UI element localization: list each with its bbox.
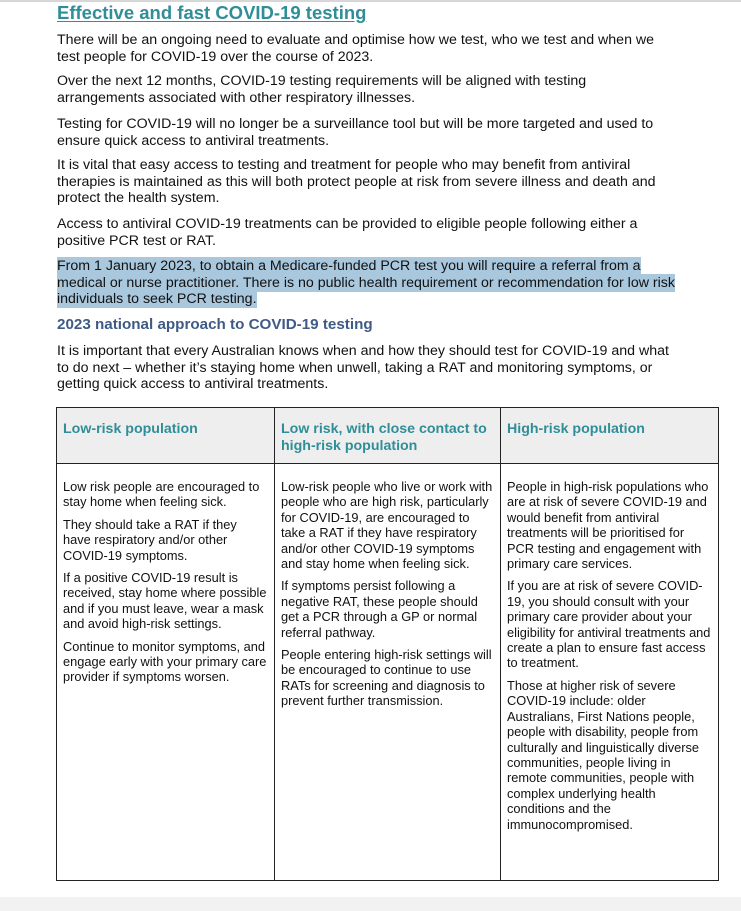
- highlighted-paragraph[interactable]: [57, 258, 677, 308]
- cell-close-contact: [275, 464, 501, 881]
- cell-paragraph: If a positive COVID-19 result is received, stay home where possible and if you must leave, wear a mask and avoid high-risk settings.: [63, 570, 267, 632]
- cell-paragraph: If symptoms persist following a negative RAT, these people should get a PCR through a GP or normal referral pathway.: [281, 578, 478, 640]
- header-close-contact: Low risk, with close contact to high-risk population: [275, 408, 501, 464]
- table-row: [57, 464, 719, 881]
- cell-paragraph: People in high-risk populations who are at risk of severe COVID-19 and would benefit from antiviral treatments will be prioritised for PCR testing and engagement with primary care services.: [507, 479, 709, 572]
- cell-paragraph: Those at higher risk of severe COVID-19 include: older Australians, First Nations people, people with disability, people from culturally and linguistically diverse communities, people living in remote communities, people with complex underlying health conditions and the immunocompromised.: [507, 677, 700, 832]
- cell-paragraph: Low-risk people who live or work with people who are high risk, particularly for COVID-19, are encouraged to take a RAT if they have respiratory and/or other COVID-19 symptoms and stay home when feeling sick.: [281, 479, 493, 572]
- cell-paragraph: People entering high-risk settings will be encouraged to continue to use RATs for screening and diagnosis to prevent further transmission.: [281, 647, 492, 709]
- paragraph: Access to antiviral COVID-19 treatments can be provided to eligible people following either a positive PCR test or RAT.: [57, 216, 638, 249]
- header-low-risk: Low-risk population: [57, 408, 275, 464]
- testing-approach-table: [56, 407, 719, 881]
- paragraph: Over the next 12 months, COVID-19 testing requirements will be aligned with testing arrangements associated with other respiratory illnesses.: [57, 73, 587, 106]
- table-header-row: [57, 408, 719, 464]
- page-title: Effective and fast COVID-19 testing: [57, 2, 367, 23]
- cell-paragraph: If you are at risk of severe COVID-19, you should consult with your primary care provider about your eligibility for antiviral treatments and create a plan to ensure fast access to treatment.: [507, 578, 711, 671]
- paragraph: Testing for COVID-19 will no longer be a surveillance tool but will be more targeted and used to ensure quick access to antiviral treatments.: [57, 116, 654, 149]
- cell-paragraph: Continue to monitor symptoms, and engage early with your primary care provider if symptoms worsen.: [63, 638, 267, 685]
- cell-low-risk: [57, 464, 275, 881]
- header-high-risk: High-risk population: [501, 408, 719, 464]
- page-bottom-margin: [0, 897, 741, 911]
- text-selection-highlight: From 1 January 2023, to obtain a Medicare-funded PCR test you will require a referral from a medical or nurse practitioner. There is no public health requirement or recommendation for low risk individuals to seek PCR testing.: [57, 258, 675, 307]
- cell-high-risk: [501, 464, 719, 881]
- paragraph: It is important that every Australian knows when and how they should test for COVID-19 and what to do next – whether it’s staying home when unwell, taking a RAT and monitoring symptoms, or getting quick access to antiviral treatments.: [57, 343, 669, 392]
- section-subtitle: 2023 national approach to COVID-19 testing: [57, 316, 373, 333]
- paragraph: It is vital that easy access to testing and treatment for people who may benefit from antiviral therapies is maintained as this will both protect people at risk from severe illness and death and protect the health system.: [57, 157, 656, 206]
- cell-paragraph: Low risk people are encouraged to stay home when feeling sick.: [63, 479, 260, 510]
- cell-paragraph: They should take a RAT if they have respiratory and/or other COVID-19 symptoms.: [63, 516, 237, 563]
- paragraph: There will be an ongoing need to evaluate and optimise how we test, who we test and when we test people for COVID-19 over the course of 2023.: [57, 32, 655, 65]
